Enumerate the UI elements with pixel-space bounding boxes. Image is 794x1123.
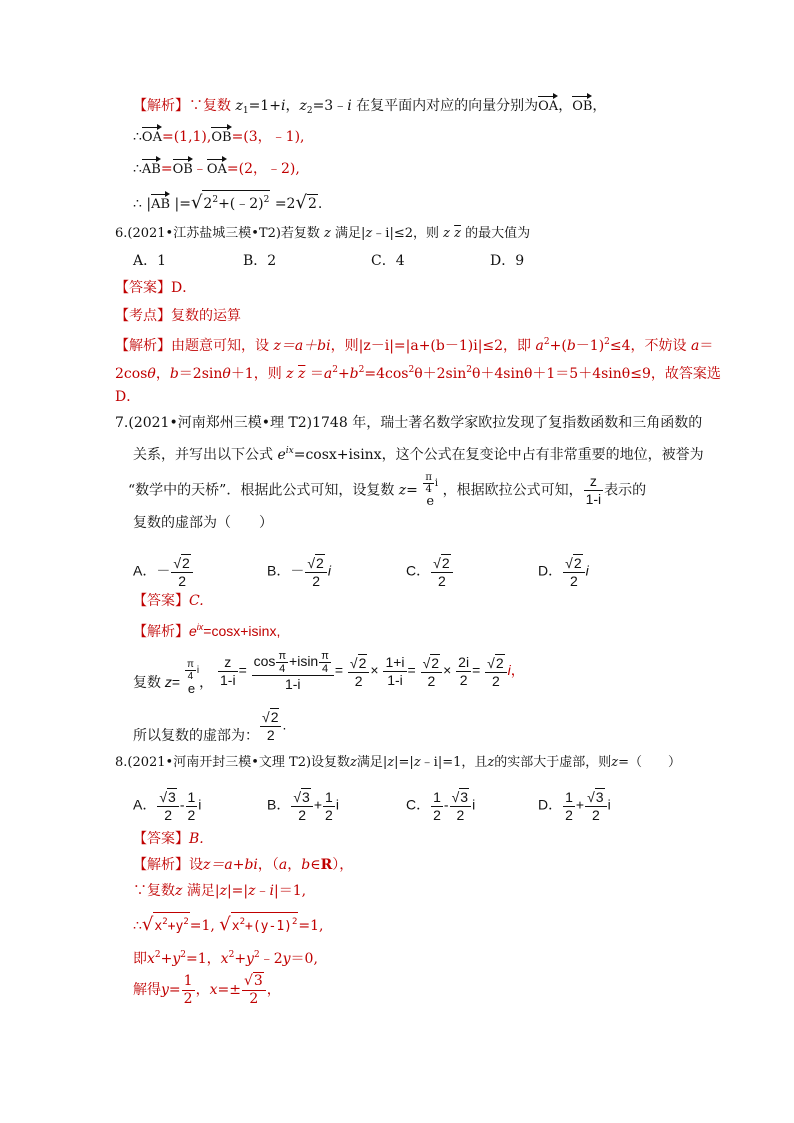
- question-8-analysis-5: 解得y= $\frac{1}{2}$ ，x=± $\frac{√3}{2}$ ，: [133, 972, 281, 1007]
- vector-oa: OA: [141, 130, 162, 145]
- question-8-options: [133, 778, 663, 823]
- question-7-stem-1: 7.(2021•河南郑州三模•理 T2)1748 年，瑞士著名数学家欧拉发现了复指数函数和三角函数的: [115, 415, 703, 431]
- option-a: A．1: [133, 253, 167, 269]
- question-8-analysis-1: 【解析】设z＝a+bi，（a，b∈R），: [133, 856, 354, 873]
- analysis-line-2: ∴OA=(1,1),OB=(3，﹣1),: [133, 129, 305, 145]
- sqrt-icon: √: [295, 192, 307, 213]
- exp-pi-4-i: $\frac{\pi}{4}$ i e: [425, 472, 439, 509]
- analysis-line-4: ∴ |AB $|=√2^2+(﹣2)^2 =2√2$.: [133, 192, 323, 213]
- fraction-euler-over-1-i: cos $\frac{\pi}{4}$ +isin $\frac{\pi}{4}$ 1-i: [252, 650, 334, 693]
- vector-oa: OA: [538, 99, 559, 114]
- question-7-answer: 【答案】C.: [133, 592, 204, 609]
- sqrt-icon: √: [141, 914, 154, 935]
- option-a: A．－ $\frac{√2}{2}$: [133, 554, 194, 590]
- option-c: C． $\frac{1}{2}$ - $\frac{√3}{2}$ i: [406, 788, 476, 823]
- vector-ob: OB: [211, 130, 232, 145]
- question-8-answer: 【答案】B.: [133, 830, 204, 847]
- option-b: B．－ $\frac{√2}{2}$ i: [267, 555, 331, 589]
- question-7-analysis-3: 所以复数的虚部为： $\frac{√2}{2}$ .: [133, 709, 287, 743]
- question-7-analysis-2: 复数 z= $\frac{\pi}{4}$ i e ， $\frac{z}{1-i}$ = cos $\frac{\pi}{4}$ +isin $\frac{\pi}{4}$ 1-i = $\frac{√2}{2}$ × $\frac{1+i}{1-i}$ = $\frac{√2}{2}$ × $\frac{2i}{2}$ = $\frac{√2}{2}$ i，: [133, 650, 525, 696]
- analysis-label: 【解析】: [133, 97, 189, 113]
- fraction-z-over-1-i: $\frac{z}{1-i}$: [585, 473, 602, 507]
- sqrt-icon: √: [190, 192, 203, 213]
- question-6-analysis-3: D．: [115, 389, 141, 405]
- question-6-analysis-2: 2cosθ，b＝2sinθ＋1，则 z $\overline{z} =a^2+b^2=4\cos^2\theta+2\sin^2\theta+4\sin\theta+1=5+4\sin\theta\le 9$，故答案选: [115, 365, 721, 382]
- sqrt-icon: √: [219, 914, 231, 935]
- option-c: C．4: [371, 253, 405, 269]
- radicand: $2^2+(﹣2)^2$: [202, 190, 270, 213]
- question-7-options: [133, 544, 653, 589]
- vector-ab: AB: [141, 162, 161, 177]
- question-8-analysis-3: $\therefore√x^2+y^2=1$, $√x^2+(y-1)^2=1$,: [133, 914, 324, 935]
- question-8-analysis-4: 即$x^2+y^2=1$，$x^2+y^2﹣2y=0$,: [133, 950, 318, 967]
- question-6-answer: 【答案】D．: [115, 279, 197, 296]
- question-8-stem: 8.(2021•河南开封三模•文理 T2)设复数z满足|z|=|z﹣i|=1，且z的实部大于虚部，则z=（ ）: [115, 755, 682, 770]
- option-a: A． $\frac{√3}{2}$ - $\frac{1}{2}$ i: [133, 788, 202, 823]
- option-d: D． $\frac{√2}{2}$ i: [538, 555, 589, 589]
- vector-oa: OA: [206, 162, 227, 177]
- exp-pi-4-i: $\frac{\pi}{4}$ i e: [186, 659, 200, 696]
- question-6-topic: 【考点】复数的运算: [115, 307, 241, 324]
- option-b: B． $\frac{√3}{2}$ + $\frac{1}{2}$ i: [267, 788, 339, 823]
- option-d: D．9: [490, 253, 525, 269]
- fraction-z-over-1-i: $\frac{z}{1-i}$: [220, 654, 236, 688]
- question-6-stem: 6.(2021•江苏盐城三模•T2)若复数 z 满足|z﹣i|≤2，则 z $\overline{z}$ 的最大值为: [115, 226, 531, 241]
- option-c: C． $\frac{√2}{2}$: [406, 554, 454, 590]
- question-7-analysis-1: 【解析】$e^{ix}=\cos x+isinx$,: [133, 622, 281, 639]
- option-b: B．2: [243, 253, 277, 269]
- analysis-line-3: ∴AB=OB﹣OA=(2，﹣2),: [133, 161, 300, 177]
- vector-ob: OB: [572, 99, 593, 114]
- question-7-stem-3: “数学中的天桥”．根据此公式可知，设复数 z= $\frac{\pi}{4}$ i e ，根据欧拉公式可知， $\frac{z}{1-i}$ 表示的: [128, 472, 647, 509]
- question-8-analysis-2: ∵复数z 满足|z|=|z﹣i|＝1,: [133, 883, 307, 899]
- analysis-line-1: 【解析】∵复数 $z_1=1+i$，$z_2=3﹣i$ 在复平面内对应的向量分别为OA，OB，: [133, 97, 607, 116]
- option-d: D． $\frac{1}{2}$ + $\frac{√3}{2}$ i: [538, 788, 611, 823]
- vector-ab: AB: [151, 197, 171, 212]
- question-7-stem-4: 复数的虚部为（ ）: [133, 515, 273, 531]
- question-6-analysis-1: 【解析】由题意可知，设 z＝a＋bi，则|z－i|=|a+(b－1)i|≤2，即 $a^2+(b-1)^2\le 4$，不妨设 a＝: [115, 337, 714, 354]
- question-7-stem-2: 关系，并写出以下公式 $e^{ix}=\cos x+isinx$，这个公式在复变论中占有非常重要的地位，被誉为: [133, 446, 704, 463]
- vector-ob: OB: [172, 162, 193, 177]
